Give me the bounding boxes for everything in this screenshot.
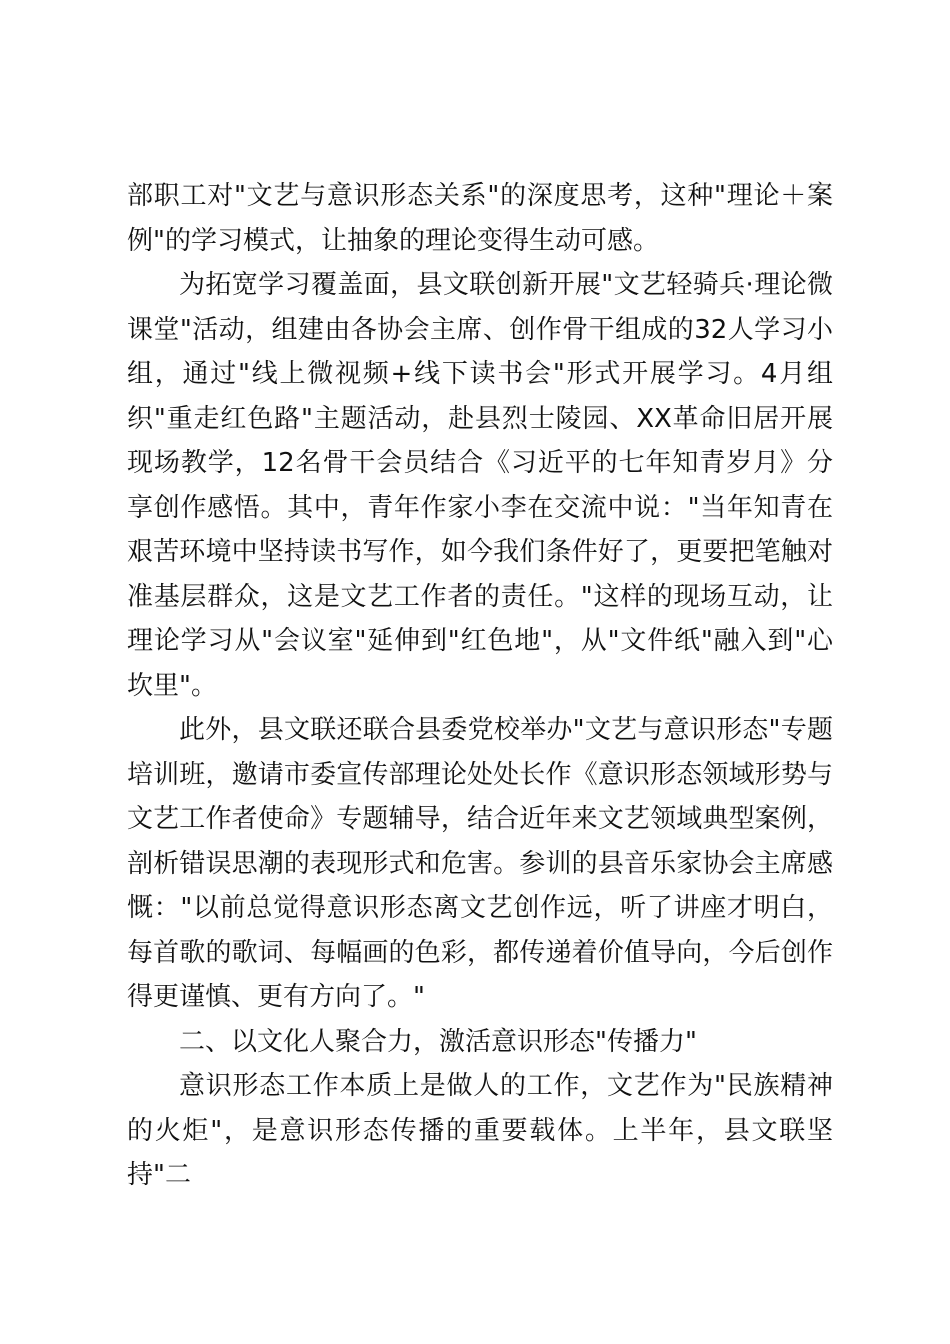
body-text [127,174,833,1198]
paragraph-continuation: 部职工对"文艺与意识形态关系"的深度思考，这种"理论＋案例"的学习模式，让抽象的理论变得生动可感。 [127,181,833,256]
section-heading: 二、以文化人聚合力，激活意识形态"传播力" [179,1026,697,1057]
paragraph-micro-classroom: 为拓宽学习覆盖面，县文联创新开展"文艺轻骑兵·理论微课堂"活动，组建由各协会主席、创作骨干组成的32人学习小组，通过"线上微视频+线下读书会"形式开展学习。4月组织"重走红色路"主题活动，赴县烈士陵园、XX革命旧居开展现场教学，12名骨干会员结合《习近平的七年知青岁月》分享创作感悟。其中，青年作家小李在交流中说："当年知青在艰苦环境中坚持读书写作，如今我们条件好了，更要把笔触对准基层群众，这是文艺工作者的责任。"这样的现场互动，让理论学习从"会议室"延伸到"红色地"，从"文件纸"融入到"心坎里"。 [127,270,833,701]
paragraph-section-two-intro: 意识形态工作本质上是做人的工作，文艺作为"民族精神的火炬"，是意识形态传播的重要载体。上半年，县文联坚持"二 [127,1071,833,1190]
paragraph-training-class: 此外，县文联还联合县委党校举办"文艺与意识形态"专题培训班，邀请市委宣传部理论处处长作《意识形态领域形势与文艺工作者使命》专题辅导，结合近年来文艺领域典型案例，剖析错误思潮的表现形式和危害。参训的县音乐家协会主席感慨："以前总觉得意识形态离文艺创作远，听了讲座才明白，每首歌的歌词、每幅画的色彩，都传递着价值导向，今后创作得更谨慎、更有方向了。" [127,715,833,1012]
